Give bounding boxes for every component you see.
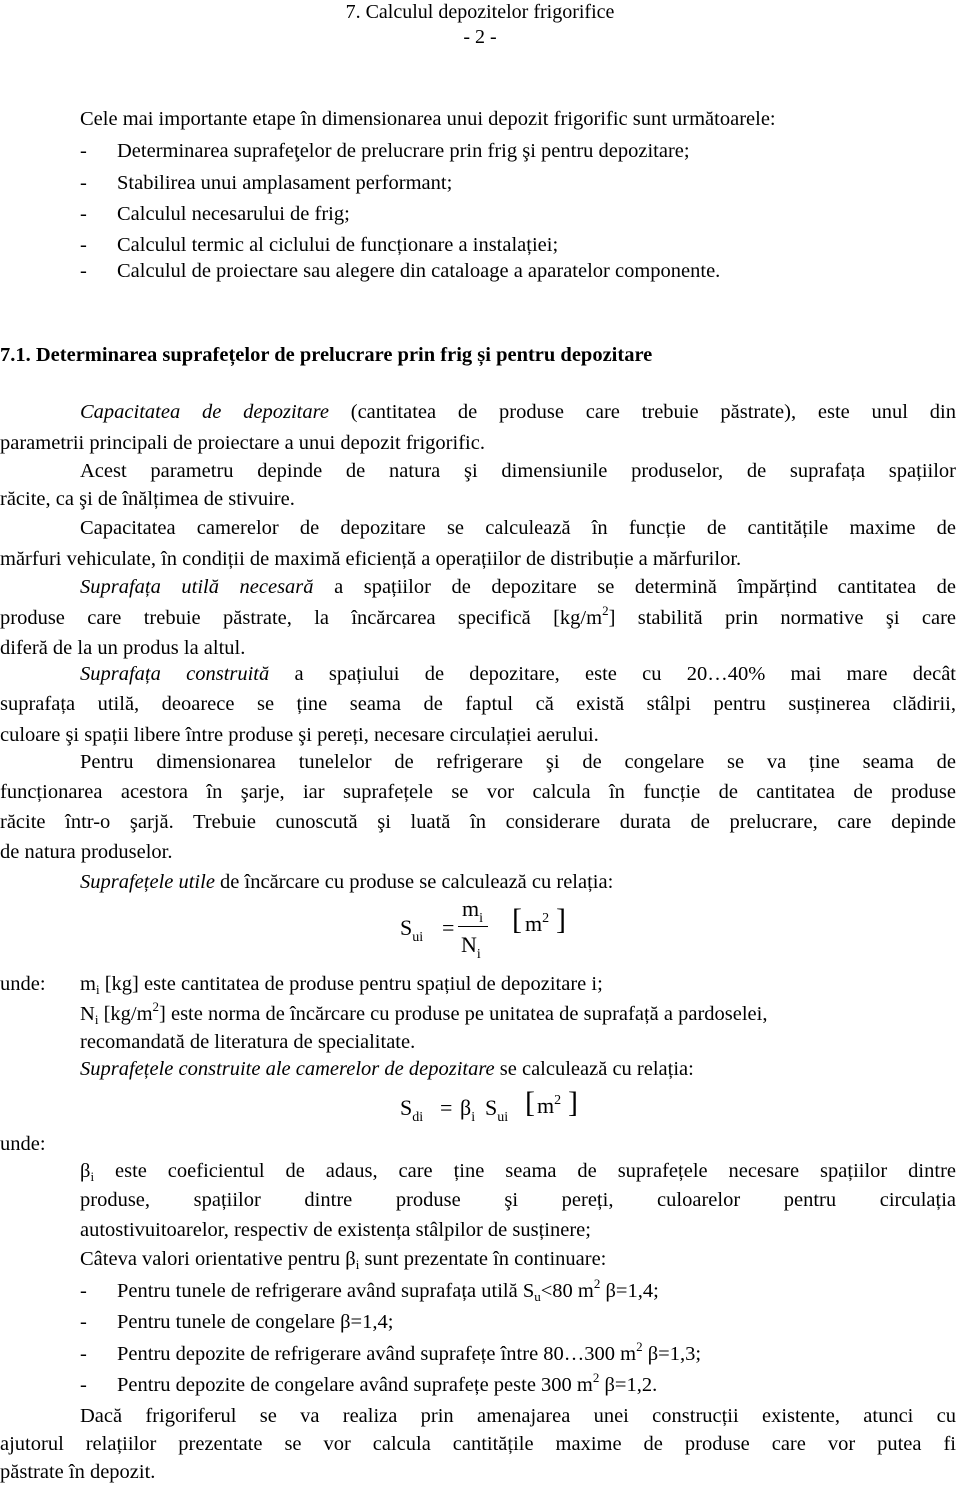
- symbol-m: m: [525, 911, 543, 936]
- paragraph-line: răcite într-o şarjă. Trebuie cunoscută şi luată în considerare durata de prelucrare, care depinde: [0, 811, 956, 833]
- bracket-left: [: [525, 1086, 535, 1119]
- list-dash: -: [80, 1374, 87, 1396]
- subscript: u: [534, 1289, 541, 1304]
- list-item: Stabilirea unui amplasament performant;: [117, 172, 453, 194]
- superscript: 2: [636, 1339, 643, 1354]
- where-label: unde:: [0, 1133, 46, 1155]
- subscript: i: [471, 1110, 476, 1125]
- text-run: Pentru depozite de congelare având suprafețe peste 300 m: [117, 1374, 593, 1396]
- section-heading: 7.1. Determinarea suprafețelor de prelucrare prin frig și pentru depozitare: [0, 344, 653, 366]
- text-run: produse care trebuie păstrate, la încărcarea specifică [kg/m: [0, 607, 603, 629]
- paragraph-line: [80, 870, 613, 894]
- symbol-s: S: [400, 1095, 413, 1120]
- subscript: ui: [412, 930, 424, 945]
- bracket-right: ]: [556, 903, 566, 936]
- paragraph-line: mărfuri vehiculate, în condiții de maximă eficiență a operațiilor de distribuție a mărfurilor.: [0, 548, 742, 570]
- intro-lead: Cele mai importante etape în dimensionarea unui depozit frigorific sunt următoarele:: [80, 108, 776, 130]
- text-run: de încărcare cu produse se calculează cu relația:: [214, 871, 614, 893]
- list-dash: -: [80, 172, 87, 194]
- list-dash: -: [80, 234, 87, 256]
- definition-line: [80, 1159, 956, 1185]
- symbol-beta: β: [460, 1095, 472, 1120]
- definition-line: autostivuitoarelor, respectiv de existența stâlpilor de susținere;: [80, 1219, 591, 1241]
- subscript: di: [412, 1110, 424, 1125]
- unit: [537, 1093, 561, 1123]
- definition-line: recomandată de literatura de specialitate.: [80, 1031, 416, 1053]
- running-header: 7. Calculul depozitelor frigorifice: [345, 1, 615, 23]
- subscript: i: [90, 1169, 95, 1184]
- superscript: 2: [542, 911, 550, 926]
- list-dash: -: [80, 260, 87, 282]
- text-run: Câteva valori orientative pentru β: [80, 1248, 356, 1270]
- text-run: β=1,4;: [600, 1280, 659, 1302]
- paragraph-line: ajutorul relațiilor prezentate se vor calcula cantitățile maxime de produse care vor putea fi: [0, 1433, 956, 1455]
- equals-sign: =: [442, 915, 455, 940]
- list-dash: -: [80, 203, 87, 225]
- superscript: 2: [602, 603, 609, 618]
- definition-line: [80, 972, 603, 998]
- subscript: i: [476, 947, 481, 962]
- text-run: ] este norma de încărcare cu produse pe unitatea de suprafață a pardoselei,: [159, 1003, 768, 1025]
- text-run: β=1,2.: [599, 1374, 658, 1396]
- list-dash: -: [80, 1311, 87, 1333]
- symbol-n: N: [461, 932, 477, 957]
- subscript: i: [95, 982, 100, 997]
- text-run: (cantitatea de produse care trebuie păstrate), este unul din: [328, 401, 957, 423]
- list-item: [117, 1276, 659, 1305]
- formula-symbol: [460, 1095, 475, 1125]
- paragraph-line: culoare şi spații libere între produse şi pereți, necesare circulației aerului.: [0, 724, 599, 746]
- paragraph-line: suprafața utilă, deoarece se ține seama de faptul că există stâlpi pentru susținerea clădirii,: [0, 693, 956, 715]
- symbol-m: m: [537, 1093, 555, 1118]
- formula-symbol: [485, 1095, 508, 1125]
- unit: [525, 911, 549, 941]
- list-item: Pentru tunele de congelare β=1,4;: [117, 1311, 394, 1333]
- paragraph-line: [80, 575, 956, 599]
- italic-term: Suprafețele construite ale camerelor de depozitare: [80, 1058, 495, 1080]
- paragraph-line: [80, 400, 956, 424]
- paragraph-line: de natura produselor.: [0, 841, 173, 863]
- definition-line: [80, 1247, 606, 1273]
- italic-term: Suprafața construită: [80, 663, 270, 685]
- list-item: Calculul de proiectare sau alegere din cataloage a aparatelor componente.: [117, 260, 721, 282]
- paragraph-line: Capacitatea camerelor de depozitare se calculează în funcție de cantitățile maxime de: [80, 517, 956, 539]
- list-item: [117, 1339, 702, 1368]
- list-item: Calculul termic al ciclului de funcționare a instalației;: [117, 234, 559, 256]
- text-run: Pentru depozite de refrigerare având suprafețe între 80…300 m: [117, 1343, 637, 1365]
- symbol-s: S: [485, 1095, 498, 1120]
- paragraph-line: [80, 662, 956, 686]
- formula-symbol: [400, 915, 423, 945]
- text-run: [kg] este cantitatea de produse pentru spațiul de depozitare i;: [99, 973, 603, 995]
- text-run: se calculează cu relația:: [494, 1058, 694, 1080]
- symbol-s: S: [400, 915, 413, 940]
- subscript: i: [355, 1257, 360, 1272]
- list-item: [117, 1370, 658, 1399]
- equals-sign: =: [440, 1095, 453, 1120]
- paragraph-line: Pentru dimensionarea tunelelor de refrigerare şi de congelare se va ține seama de: [80, 751, 956, 773]
- symbol-beta: β: [80, 1160, 91, 1182]
- symbol: N: [80, 1003, 95, 1025]
- definition-line: [80, 999, 768, 1028]
- superscript: 2: [554, 1093, 562, 1108]
- text-run: Pentru tunele de refrigerare având suprafața utilă S: [117, 1280, 535, 1302]
- paragraph-line: [80, 1057, 694, 1081]
- fraction-numerator: [462, 896, 483, 926]
- text-run: <80 m: [540, 1280, 594, 1302]
- subscript: i: [479, 911, 484, 926]
- list-dash: -: [80, 140, 87, 162]
- paragraph-line: [0, 603, 956, 632]
- bracket-right: ]: [568, 1086, 578, 1119]
- list-item: Calculul necesarului de frig;: [117, 203, 350, 225]
- superscript: 2: [593, 1276, 601, 1291]
- subscript: i: [94, 1012, 99, 1027]
- formula-symbol: [400, 1095, 423, 1125]
- list-dash: -: [80, 1343, 87, 1365]
- text-run: ] stabilită prin normative şi care: [608, 607, 956, 629]
- superscript: 2: [152, 999, 160, 1014]
- italic-term: Suprafața utilă necesară: [80, 576, 314, 598]
- text-run: β=1,3;: [642, 1343, 702, 1365]
- symbol-m: m: [462, 896, 480, 921]
- paragraph-line: Acest parametru depinde de natura şi dimensiunile produselor, de suprafața spațiilor: [80, 460, 956, 482]
- fraction-bar: [458, 926, 488, 927]
- superscript: 2: [592, 1370, 600, 1385]
- where-label: unde:: [0, 973, 46, 995]
- text-run: sunt prezentate în continuare:: [359, 1248, 607, 1270]
- paragraph-line: răcite, ca şi de înălțimea de stivuire.: [0, 488, 295, 510]
- text-run: [kg/m: [98, 1003, 153, 1025]
- paragraph-line: parametrii principali de proiectare a unui depozit frigorific.: [0, 432, 485, 454]
- symbol: m: [80, 973, 96, 995]
- italic-term: Suprafețele utile: [80, 871, 215, 893]
- list-item: Determinarea suprafeţelor de prelucrare prin frig şi pentru depozitare;: [117, 140, 690, 162]
- italic-term: Capacitatea de depozitare: [80, 401, 329, 423]
- paragraph-line: funcționarea acestora în şarje, iar suprafețele se vor calcula în funcție de cantitatea de produse: [0, 781, 956, 803]
- paragraph-line: diferă de la un produs la altul.: [0, 637, 246, 659]
- subscript: ui: [497, 1110, 509, 1125]
- paragraph-line: păstrate în depozit.: [0, 1461, 156, 1483]
- text-run: este coeficientul de adaus, care ține seama de suprafețele necesare spațiilor dintre: [94, 1160, 956, 1182]
- text-run: a spațiilor de depozitare se determină împărțind cantitatea de: [313, 576, 956, 598]
- definition-line: produse, spațiilor dintre produse şi pereți, culoarelor pentru circulația: [80, 1189, 956, 1211]
- bracket-left: [: [512, 903, 522, 936]
- fraction-denominator: [461, 932, 481, 962]
- list-dash: -: [80, 1280, 87, 1302]
- page-number: - 2 -: [463, 26, 497, 48]
- text-run: a spațiului de depozitare, este cu 20…40% mai mare decât: [269, 663, 957, 685]
- paragraph-line: Dacă frigoriferul se va realiza prin amenajarea unei construcții existente, atunci cu: [80, 1405, 956, 1427]
